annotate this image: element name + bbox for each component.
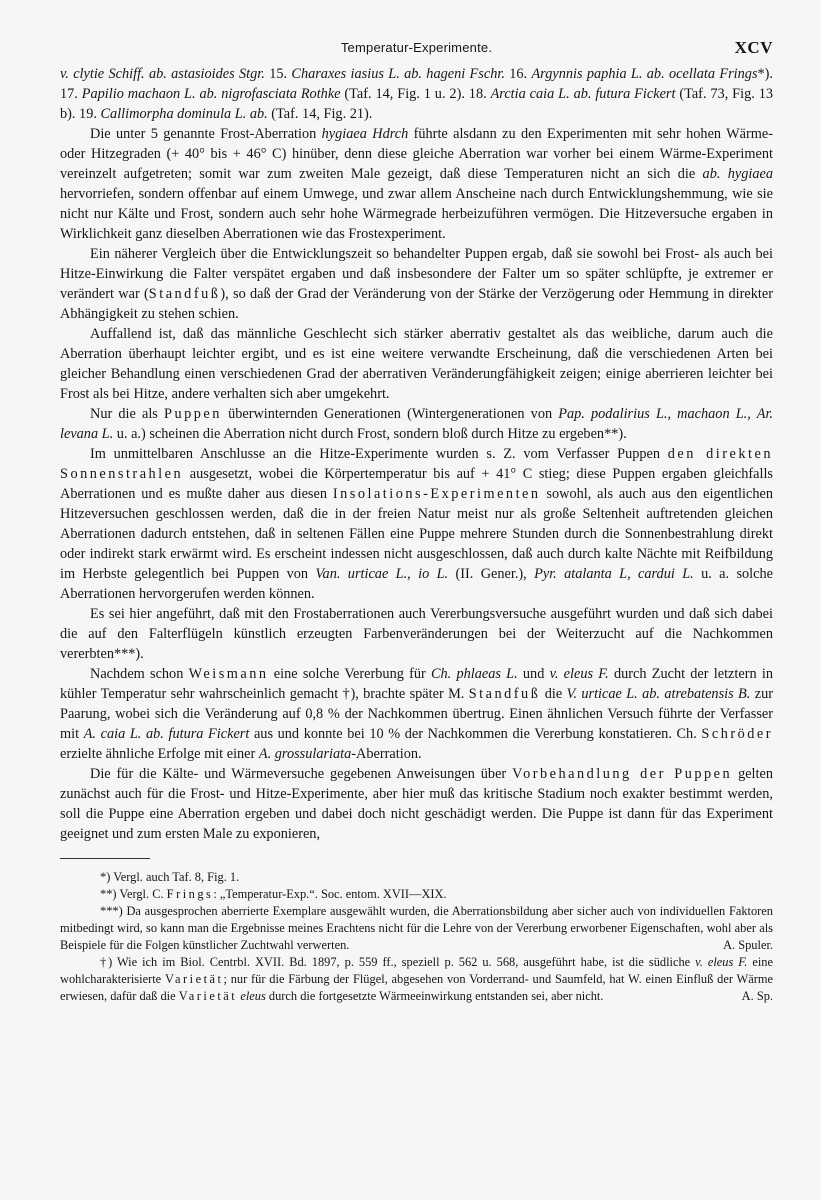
paragraph-weismann xyxy=(60,664,773,764)
text-run: **) Vergl. C. xyxy=(100,887,167,901)
spaced-text: Frings xyxy=(166,887,214,901)
italic-text: Callimorpha dominula L. ab. xyxy=(100,106,268,122)
text-run: Es sei hier angeführt, daß mit den Frostaberrationen auch Vererbungsversuche ausgeführt wurden und daß sich dabei die auf den Falterflügeln künstlich erzeugten Farbenveränderungen bei der Weiterzucht auf die Nachkommen vererbten***). xyxy=(60,606,773,662)
text-run: 15. xyxy=(264,66,292,82)
text-run: ausgesetzt, wobei die Körpertemperatur bis auf + 41° C stieg; diese Puppen ergaben gleichfalls Aberrationen und es mußte daher aus diesen xyxy=(60,466,773,502)
text-run: (Taf. 14, Fig. 21). xyxy=(267,106,373,122)
text-run: ***) Da ausgesprochen aberrierte Exemplare ausgewählt wurden, die Aberrationsbildung aber sicher auch von individuellen Faktoren mitbedingt wird, so kann man die Ergebnisse meines Erachtens nicht für die Lehre von der Vererbung erworbener Eigenschaften, wohl aber als Beispiele für die Folgen künstlicher Zuchtwahl verwerten. xyxy=(60,904,773,952)
italic-text: Charaxes iasius L. ab. hageni Fschr. xyxy=(291,66,505,82)
italic-text: Papilio machaon L. ab. nigrofasciata Rothke xyxy=(81,86,341,102)
text-run: -Aberration. xyxy=(351,746,422,762)
text-run: ; nur für die Färbung der Flügel, abgesehen von Vorderrand- und Saumfeld, hat W. einen Einfluß der Wärme erwiesen, dafür daß die xyxy=(60,972,773,1003)
running-head xyxy=(60,38,773,64)
text-run: *) Vergl. auch Taf. 8, Fig. 1. xyxy=(100,870,240,884)
text-run: †) Wie ich im Biol. Centrbl. XVII. Bd. 1897, p. 559 ff., speziell p. 562 u. 568, ausgeführt habe, ist die südliche xyxy=(100,955,696,969)
italic-text: eleus xyxy=(240,989,266,1003)
text-run: Ein näherer Vergleich über die Entwicklungszeit so behandelter Puppen ergab, daß sie sowohl bei Frost- als auch bei Hitze-Einwirkung die Falter verspätet ergaben und daß insbesondere der Falter um so später schlüpfte, je extremer er verändert war ( xyxy=(60,246,773,302)
spaced-text: Varietät xyxy=(164,972,224,986)
text-run: Auffallend ist, daß das männliche Geschlecht sich stärker aberrativ gestaltet als das weibliche, darum auch die Aberration überhaupt leichter ergibt, und es ist eine weitere verwandte Erscheinung, daß die verschiedenen Arten bei gleicher Behandlung einen verschiedenen Grad der aberrativen Veränderungfähigkeit zeigen; einige aberrieren leichter bei Frost als bei Hitze, andere verhalten sich aber umgekehrt. xyxy=(60,326,773,402)
italic-text: A. caia L. ab. futura Fickert xyxy=(83,726,250,742)
footnote-1 xyxy=(60,869,773,886)
italic-text: v. clytie Schiff. ab. astasioides Stgr. xyxy=(60,66,265,82)
text-run: Die für die Kälte- und Wärmeversuche gegebenen Anweisungen über xyxy=(90,766,513,782)
footnote-separator xyxy=(60,858,150,859)
spaced-text: Schröder xyxy=(701,726,774,742)
paragraph-pretreatment xyxy=(60,764,773,844)
text-run: Die unter 5 genannte Frost-Aberration xyxy=(90,126,322,142)
paragraph-frost-aberration xyxy=(60,124,773,244)
page-number: XCV xyxy=(734,38,773,57)
text-run: : „Temperatur-Exp.“. Soc. entom. XVII—XIX. xyxy=(213,887,447,901)
italic-text: Pap. podalirius L., machaon L., Ar. levana L. xyxy=(60,406,774,442)
text-run: Nachdem schon xyxy=(90,666,189,682)
text-run: (Taf. 14, Fig. 1 u. 2). 18. xyxy=(340,86,491,102)
spaced-text: Standfuß xyxy=(468,686,541,702)
text-run: und xyxy=(517,666,550,682)
spaced-text: Puppen xyxy=(164,406,222,422)
text-run: durch Zucht der letztern in kühler Temperatur sehr wahrscheinlich gemacht †), brachte später M. xyxy=(60,666,773,702)
italic-text: Argynnis paphia L. ab. ocellata Frings xyxy=(531,66,758,82)
paragraph-heredity xyxy=(60,604,773,664)
text-run: zur Paarung, wobei sich die Veränderung auf 0,8 % der Nachkommen übertrug. Einen ähnlichen Versuch führte der Verfasser mit xyxy=(60,686,773,742)
italic-text: Ch. phlaeas L. xyxy=(430,666,518,682)
text-run: aus und konnte bei 10 % der Nachkommen die Vererbung konstatieren. Ch. xyxy=(249,726,702,742)
italic-text: v. eleus F. xyxy=(695,955,748,969)
text-run: gelten zunächst auch für die Frost- und Hitze-Experimente, aber hier muß das kritische Stadium noch exakter bestimmt werden, soll die Puppe eine Aberration ergeben und dabei doch nicht geschädigt werden. Die Puppe ist dann für das Experiment geeignet und zum ersten Male zu exponieren, xyxy=(60,766,773,842)
text-run: (II. Gener.), xyxy=(448,566,535,582)
spaced-text: den direkten Sonnenstrahlen xyxy=(60,446,774,482)
text-run: u. a. solche Aberrationen hervorgerufen werden können. xyxy=(60,566,773,602)
italic-text: Pyr. atalanta L, cardui L. xyxy=(534,566,694,582)
running-title: Temperatur-Experimente. xyxy=(340,40,493,55)
italic-text: v. eleus F. xyxy=(549,666,609,682)
italic-text: Van. urticae L., io L. xyxy=(315,566,449,582)
spaced-text: Weismann xyxy=(188,666,269,682)
text-run: ), so daß der Grad der Veränderung von der Stärke der Verzögerung oder Hemmung in direkter Abhängigkeit zu stehen schien. xyxy=(60,286,773,322)
text-run: erzielte ähnliche Erfolge mit einer xyxy=(60,746,259,762)
italic-text: A. grossulariata xyxy=(258,746,352,762)
text-run: eine wohlcharakterisierte xyxy=(60,955,773,986)
spaced-text: Varietät xyxy=(178,989,238,1003)
footnote-2 xyxy=(60,886,773,903)
paragraph-overwintering xyxy=(60,404,773,444)
italic-text: Arctia caia L. ab. futura Fickert xyxy=(490,86,676,102)
paragraph-male-sex xyxy=(60,324,773,404)
italic-text: V. urticae L. ab. atrebatensis B. xyxy=(566,686,751,702)
paragraph-species-list xyxy=(60,64,773,124)
footnote-signature: A. Sp. xyxy=(741,989,773,1003)
text-run: *). 17. xyxy=(60,66,773,102)
text-run: führte alsdann zu den Experimenten mit sehr hohen Wärme- oder Hitzegraden (+ 40° bis + 46° C) hinüber, denn diese gleiche Aberration war vorher bei einem Wärme-Experiment vereinzelt aufgetreten; somit war zum zweiten Male gezeigt, daß diese Temperaturen nicht an sich die xyxy=(60,126,773,182)
text-run: Nur die als xyxy=(90,406,165,422)
footnotes xyxy=(60,869,773,1005)
text-run: die xyxy=(540,686,567,702)
spaced-text: Vorbehandlung der Puppen xyxy=(512,766,733,782)
text-run: hervorriefen, sondern offenbar auf einem Umwege, und zwar allem Anscheine nach durch Entwicklungshemmung, wie sie nicht nur Kälte und Frost, sondern auch sehr hohe Wärmegrade herbeizuführen vermögen. Die Hitzeversuche ergaben in Wirklichkeit ganz dieselben Aberrationen wie das Frostexperiment. xyxy=(60,186,773,242)
paragraph-development-time xyxy=(60,244,773,324)
body-text xyxy=(60,64,773,844)
text-run: 16. xyxy=(504,66,532,82)
spaced-text: Insolations-Experimenten xyxy=(332,486,541,502)
text-run: überwinternden Generationen (Wintergenerationen von xyxy=(221,406,559,422)
text-run: eine solche Vererbung für xyxy=(268,666,431,682)
paragraph-insolation xyxy=(60,444,773,604)
text-run: sowohl, als auch aus den eigentlichen Hitzeversuchen geschlossen werden, daß die in der freien Natur meist nur als große Seltenheit auftretenden gleichen Aberrationen dadurch entstehen, daß in seltenen Fällen eine Puppe mehrere Stunden durch die Sonnenbestrahlung direkt oder indirekt stark erwärmt wird. Es erscheint indessen nicht ausgeschlossen, daß auch durch kalte Nächte mit Reifbildung im Herbste gelegentlich bei Puppen von xyxy=(60,486,773,582)
text-run: Im unmittelbaren Anschlusse an die Hitze-Experimente wurden s. Z. vom Verfasser Puppen xyxy=(90,446,668,462)
spaced-text: Standfuß xyxy=(148,286,221,302)
text-run: (Taf. 73, Fig. 13 b). 19. xyxy=(60,86,773,122)
text-run: durch die fortgesetzte Wärmeeinwirkung entstanden sei, aber nicht. xyxy=(265,989,604,1003)
footnote-signature: A. Spuler. xyxy=(723,938,773,952)
text-run: u. a.) scheinen die Aberration nicht durch Frost, sondern bloß durch Hitze zu ergeben**). xyxy=(113,426,627,442)
italic-text: hygiaea Hdrch xyxy=(321,126,409,142)
italic-text: ab. hygiaea xyxy=(702,166,774,182)
